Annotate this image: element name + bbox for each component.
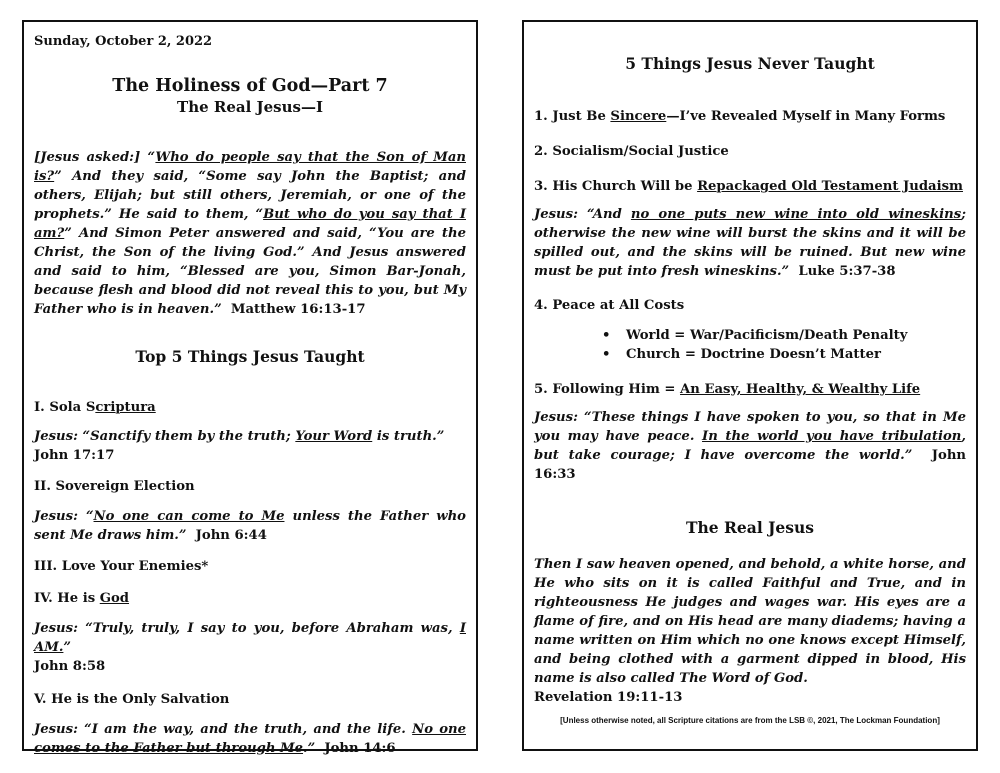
page-title: The Holiness of God—Part 7	[112, 76, 388, 96]
item-2-quote	[34, 507, 466, 545]
item-1-underlined: criptura	[95, 400, 156, 415]
never-5-underlined: An Easy, Healthy, & Wealthy Life	[680, 382, 921, 397]
page-subtitle: The Real Jesus—I	[177, 98, 323, 116]
bullet-icon: •	[602, 328, 611, 343]
left-page	[22, 20, 478, 756]
bullet-text: World = War/Pacificism/Death Penalty	[626, 328, 908, 343]
intro-passage	[34, 148, 466, 319]
item-4-quote-text: Jesus: “Truly, truly, I say to you, before Abraham was,	[34, 621, 460, 636]
item-4-text: IV. He is	[34, 591, 100, 606]
intro-text-1: [Jesus asked:] “	[34, 150, 156, 165]
never-3-text: 3. His Church Will be	[534, 179, 698, 194]
never-5-reference: John 16:33	[534, 448, 967, 482]
intro-text-3: ” And Simon Peter answered and said, “You are the Christ, the Son of the living God.” And Jesus answered and said to him, “Blessed are you, Simon Bar-Jonah, because flesh and blood did not reveal this to you, but My Father who is in heaven.”	[34, 226, 466, 317]
item-5-quote	[34, 720, 466, 758]
item-4-heading	[34, 589, 466, 608]
item-1-quote-end: is truth.”	[372, 429, 445, 444]
real-jesus-heading: The Real Jesus	[685, 518, 815, 537]
item-1-quote-text: Jesus: “Sanctify them by the truth;	[34, 429, 296, 444]
item-4-quote-end: ”	[63, 640, 72, 655]
never-5-quote-end: , but take courage; I have overcome the world.”	[534, 429, 966, 463]
never-5-quote-underlined: In the world you have tribulation	[702, 429, 962, 444]
item-1-text: I. Sola S	[34, 400, 96, 415]
item-2-reference: John 6:44	[195, 528, 267, 543]
never-4-bullet-list	[534, 326, 966, 364]
item-1-quote	[34, 427, 466, 465]
never-3-quote-underlined: no one puts new wine into old wineskins	[630, 207, 962, 222]
real-jesus-passage	[534, 555, 966, 707]
never-2-heading: 2. Socialism/Social Justice	[534, 144, 729, 159]
item-4-reference: John 8:58	[34, 659, 106, 674]
never-3-reference: Luke 5:37-38	[798, 264, 896, 279]
never-3-quote	[534, 205, 966, 281]
never-1-text-end: —I’ve Revealed Myself in Many Forms	[666, 109, 946, 124]
never-5-heading	[534, 380, 966, 399]
item-2-quote-open: Jesus: “	[34, 509, 94, 524]
right-page	[522, 20, 978, 751]
never-1-underlined: Sincere	[610, 109, 667, 124]
intro-question-1: Who do people say that the Son of Man is?	[34, 150, 466, 184]
item-1-quote-underlined: Your Word	[295, 429, 373, 444]
footnote: [Unless otherwise noted, all Scripture citations are from the LSB ©, 2021, The Lockman Foundation]	[560, 716, 940, 725]
intro-question-2: But who do you say that I am?	[34, 207, 466, 241]
intro-reference: Matthew 16:13-17	[230, 302, 366, 317]
never-5-quote	[534, 408, 966, 484]
bullet-icon: •	[602, 347, 611, 362]
item-2-heading: II. Sovereign Election	[34, 479, 195, 494]
never-3-heading	[534, 177, 966, 196]
item-2-quote-text: unless the Father who sent Me draws him.”	[34, 509, 466, 543]
never-5-quote-text: Jesus: “These things I have spoken to you, so that in Me you may have peace.	[534, 410, 966, 444]
item-4-underlined: God	[99, 591, 130, 606]
intro-text-2: ” And they said, “Some say John the Baptist; and others, Elijah; but still others, Jeremiah, or one of the prophets.” He said to them, “	[34, 169, 466, 222]
item-5-quote-end: .”	[303, 741, 316, 756]
item-1-heading	[34, 398, 466, 417]
never-taught-heading: 5 Things Jesus Never Taught	[625, 54, 875, 73]
never-3-quote-open: Jesus: “And	[534, 207, 631, 222]
item-4-quote-underlined: I AM.	[34, 621, 466, 655]
item-5-reference: John 14:6	[324, 741, 396, 756]
item-5-quote-underlined: No one comes to the Father but through Me	[34, 722, 466, 756]
never-3-underlined: Repackaged Old Testament Judaism	[697, 179, 963, 194]
item-4-quote	[34, 619, 466, 676]
bullet-item-church	[602, 345, 966, 364]
date-line: Sunday, October 2, 2022	[34, 34, 213, 49]
bullet-text: Church = Doctrine Doesn’t Matter	[626, 347, 881, 362]
never-4-heading: 4. Peace at All Costs	[534, 298, 685, 313]
real-jesus-reference: Revelation 19:11-13	[534, 690, 683, 705]
item-1-reference: John 17:17	[34, 448, 115, 463]
top-five-heading: Top 5 Things Jesus Taught	[135, 347, 365, 366]
never-3-quote-text: ; otherwise the new wine will burst the skins and it will be spilled out, and the skins will be ruined. But new wine must be put into fresh wineskins.”	[534, 207, 966, 279]
never-5-text: 5. Following Him =	[534, 382, 681, 397]
bullet-item-world	[602, 326, 966, 345]
item-5-quote-text: Jesus: “I am the way, and the truth, and the life.	[34, 722, 413, 737]
item-2-quote-underlined: No one can come to Me	[93, 509, 285, 524]
item-3-heading: III. Love Your Enemies*	[34, 559, 209, 574]
item-5-heading: V. He is the Only Salvation	[34, 692, 230, 707]
never-1-heading	[534, 107, 966, 126]
never-1-text: 1. Just Be	[534, 109, 611, 124]
real-jesus-text: Then I saw heaven opened, and behold, a white horse, and He who sits on it is called Faithful and True, and in righteousness He judges and wages war. His eyes are a flame of fire, and on His head are many diadems; having a name written on Him which no one knows except Himself, and being clothed with a garment dipped in blood, His name is also called The Word of God.	[534, 557, 966, 686]
